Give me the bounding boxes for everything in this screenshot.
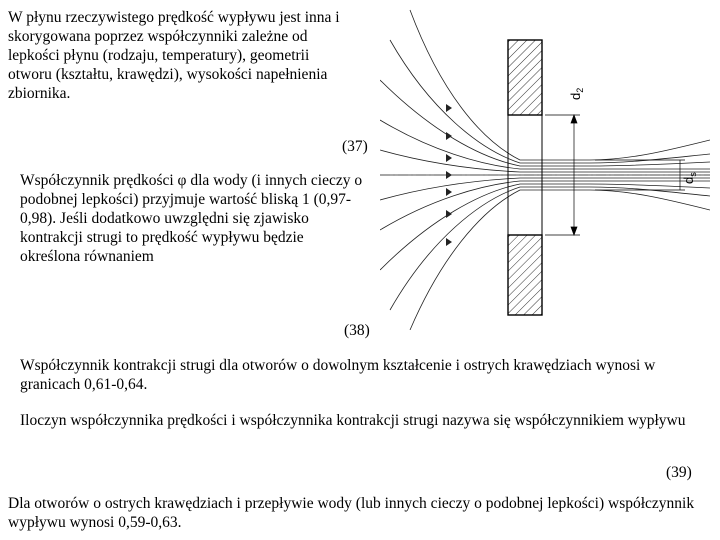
equation-number-37: (37) <box>342 138 368 155</box>
plate-wall <box>508 40 542 315</box>
paragraph-sharp-edge-values: Dla otworów o ostrych krawędziach i przepływie wody (lub innych cieczy o podobnej lepkości) współczynnik wypływu wynosi 0,59-0,63. <box>8 495 695 531</box>
flow-arrow <box>446 154 452 162</box>
streamline <box>390 187 710 310</box>
paragraph-contraction-coefficient: Współczynnik kontrakcji strugi dla otworów o dowolnym kształcenie i ostrych krawędziach wynosi w granicach 0,61-0,64. <box>20 357 656 393</box>
streamline <box>410 190 710 330</box>
flow-arrow <box>446 238 452 246</box>
streamlines <box>380 10 710 330</box>
equation-number-39: (39) <box>666 464 692 481</box>
streamline <box>390 40 710 163</box>
flow-arrow <box>446 104 452 112</box>
streamline <box>380 184 710 270</box>
orifice-flow-diagram <box>380 0 710 330</box>
flow-arrows <box>446 104 452 246</box>
label-ds: $d_s$ <box>681 172 698 184</box>
paragraph-velocity-coefficient: Współczynnik prędkości φ dla wody (i innych cieczy o podobnej lepkości) przyjmuje wartość bliską 1 (0,97-0,98). Jeśli dodatkowo uwzględni się zjawisko kontrakcji strugi to prędkość wypływu będzie określona równaniem <box>20 172 363 265</box>
paragraph-intro: W płynu rzeczywistego prędkość wypływu jest inna i skorygowana poprzez współczynniki zależne od lepkości płynu (rodzaju, temperatury), geometrii otworu (kształtu, krawędzi), wysokości napełnienia zbiornika. <box>8 9 340 102</box>
flow-arrow <box>446 210 452 218</box>
flow-arrow <box>446 171 452 179</box>
plate-upper <box>508 40 542 115</box>
equation-number-38: (38) <box>344 322 370 339</box>
label-d2: $d_2$ <box>568 87 585 100</box>
plate-lower <box>508 235 542 315</box>
flow-arrow <box>446 132 452 140</box>
flow-arrow <box>446 188 452 196</box>
streamline <box>410 10 710 160</box>
streamline <box>380 80 710 166</box>
paragraph-discharge-coefficient: Iloczyn współczynnika prędkości i współczynnika kontrakcji strugi nazywa się współczynnikiem wypływu <box>20 412 686 429</box>
